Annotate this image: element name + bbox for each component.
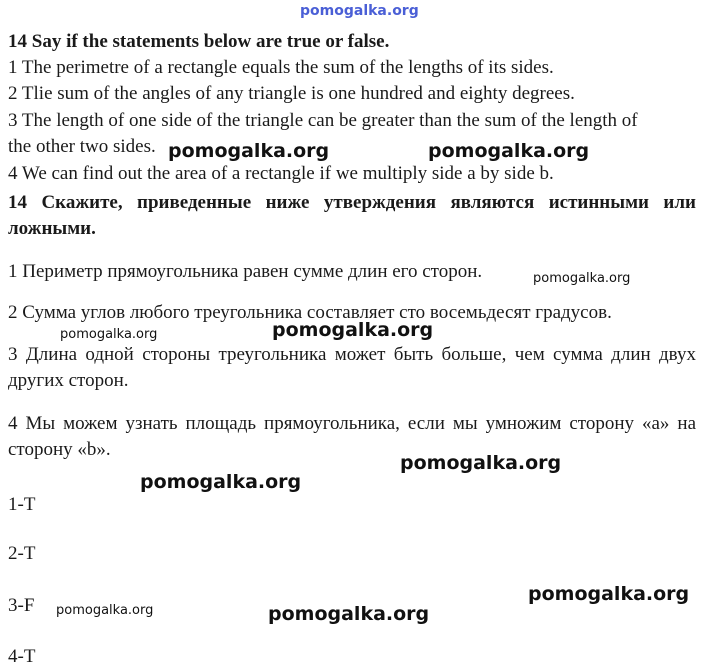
watermark: pomogalka.org: [428, 140, 590, 162]
watermark: pomogalka.org: [528, 583, 690, 605]
exercise-heading-english: 14 Say if the statements below are true or false.: [8, 31, 390, 52]
statement-2-english: 2 Tlie sum of the angles of any triangle is one hundred and eighty degrees.: [8, 83, 575, 104]
watermark: pomogalka.org: [268, 603, 430, 625]
statement-3-russian: 3 Длина одной стороны треугольника может быть больше, чем сумма длин двух других сторон.: [8, 344, 696, 391]
statement-3-english-line-2: the other two sides.: [8, 136, 156, 157]
watermark: pomogalka.org: [533, 271, 631, 286]
watermark: pomogalka.org: [168, 140, 330, 162]
header-watermark: pomogalka.org: [300, 3, 419, 19]
exercise-heading-russian: 14 Скажите, приведенные ниже утверждения являются истинными или ложными.: [8, 192, 696, 239]
watermark: pomogalka.org: [272, 319, 434, 341]
statement-2-russian: 2 Сумма углов любого треугольника составляет сто восемьдесят градусов.: [8, 302, 612, 323]
answer-1: 1-T: [8, 494, 36, 515]
watermark: pomogalka.org: [60, 327, 158, 342]
statement-4-russian: 4 Мы можем узнать площадь прямоугольника, если мы умножим сторону «а» на сторону «b».: [8, 413, 696, 460]
statement-3-english-line-1: 3 The length of one side of the triangle can be greater than the sum of the length of: [8, 110, 638, 131]
statement-1-russian: 1 Периметр прямоугольника равен сумме длин его сторон.: [8, 261, 483, 282]
answer-3: 3-F: [8, 595, 35, 616]
statement-1-english: 1 The perimetre of a rectangle equals the sum of the lengths of its sides.: [8, 57, 554, 78]
statement-4-english: 4 We can find out the area of a rectangle if we multiply side a by side b.: [8, 163, 554, 184]
watermark: pomogalka.org: [400, 452, 562, 474]
answer-2: 2-T: [8, 543, 36, 564]
watermark: pomogalka.org: [56, 603, 154, 618]
answer-4: 4-T: [8, 646, 36, 667]
watermark: pomogalka.org: [140, 471, 302, 493]
